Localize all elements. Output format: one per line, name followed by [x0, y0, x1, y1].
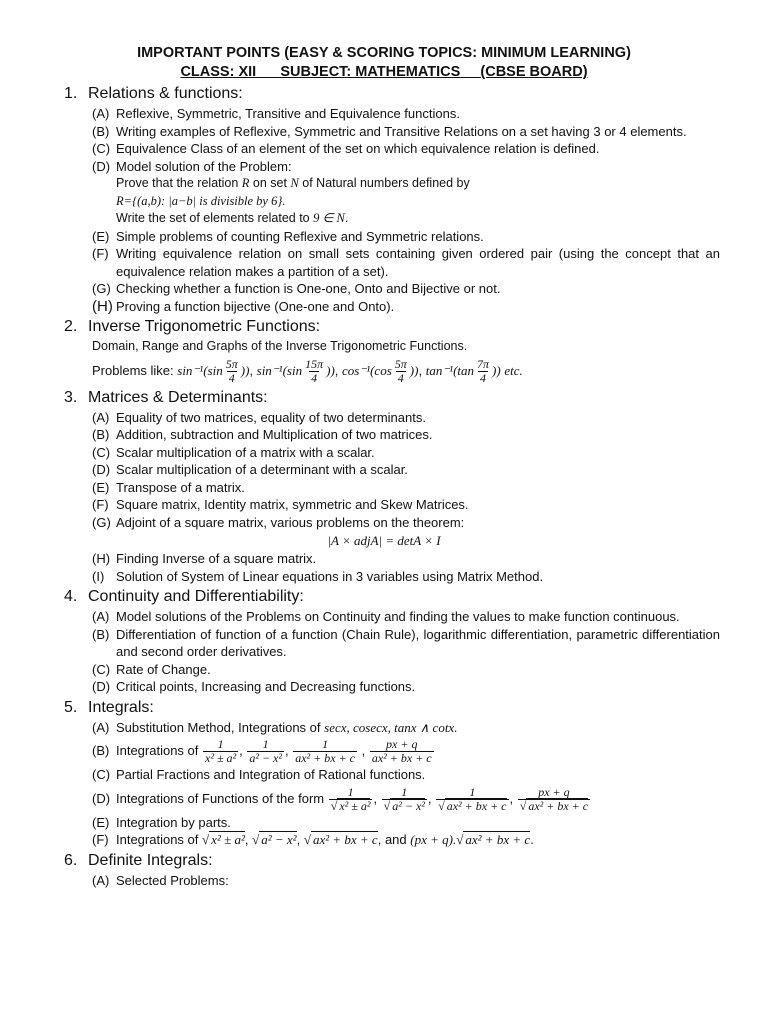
etc-text: etc. — [504, 362, 523, 378]
doc-subtitle — [0, 63, 768, 82]
item-text: Simple problems of counting Reflexive and Symmetric relations. — [116, 228, 484, 244]
section-3-heading — [64, 387, 768, 409]
fraction: 1 √ a² − x² — [382, 786, 427, 813]
and-text: and — [384, 832, 407, 847]
item-text: Model solution of the Problem: — [116, 158, 292, 174]
problem-text: Prove that the relation — [116, 176, 239, 190]
list-item — [92, 444, 720, 462]
item-label: (F) — [92, 497, 109, 512]
list-item — [92, 719, 720, 737]
item-label: (C) — [92, 661, 111, 677]
math-symbol: 9 ∈ N — [313, 211, 345, 225]
adjoint-theorem-formula: |A × adjA| = detA × I — [327, 533, 441, 548]
section-title: Integrals: — [88, 698, 154, 716]
math-symbol: R — [241, 176, 250, 190]
list-item — [92, 678, 720, 696]
item-label: (B) — [92, 427, 110, 442]
item-label: (D) — [92, 679, 111, 694]
doc-subtitle-text: CLASS: XII SUBJECT: MATHEMATICS (CBSE BOARD) — [180, 64, 588, 80]
doc-title: IMPORTANT POINTS (EASY & SCORING TOPICS: MINIMUM LEARNING) — [137, 45, 631, 61]
item-text: Adjoint of a square matrix, various problems on the theorem: — [116, 514, 465, 530]
list-item — [92, 245, 720, 280]
fraction: $\frac{7\pi}{4}$ — [477, 356, 490, 385]
item-label: (A) — [92, 409, 110, 425]
problems-label: Problems like: — [92, 362, 174, 378]
item-label: (G) — [92, 281, 111, 296]
section-title: Matrices & Determinants: — [88, 388, 268, 406]
item-text: Finding Inverse of a square matrix. — [116, 551, 317, 566]
section-number: 3. — [64, 388, 78, 406]
item-text: Writing equivalence relation on small sets containing given ordered pair (using the concept that an equivalence relation makes a partition of a set). — [116, 246, 720, 279]
radical: √ x² ± a² — [202, 831, 245, 847]
item-label: (I) — [92, 568, 105, 584]
item-label: (H) — [92, 551, 111, 566]
fraction: $\frac{15\pi}{4}$ — [305, 356, 324, 385]
section-title: Relations & functions: — [88, 85, 243, 102]
item-label: (B) — [92, 743, 110, 758]
item-label: (E) — [92, 479, 110, 495]
list-item — [92, 280, 720, 298]
math-symbol: N — [290, 176, 299, 190]
list-item — [92, 228, 720, 246]
item-text: Solution of System of Linear equations in 3 variables using Matrix Method. — [116, 568, 544, 584]
item-label: (D) — [92, 790, 111, 806]
item-label: (D) — [92, 462, 111, 477]
section-title: Inverse Trigonometric Functions: — [88, 318, 321, 335]
list-item — [92, 123, 720, 141]
list-item — [92, 608, 720, 626]
item-text: Differentiation of function of a function (Chain Rule), logarithmic differentiation, parametric differentiation and second order derivatives. — [116, 626, 720, 659]
list-item — [92, 496, 720, 514]
fraction: 1 √ ax² + bx + c — [436, 786, 508, 813]
section-5-heading — [64, 697, 768, 719]
fraction: $\frac{5\pi}{4}$ — [394, 356, 407, 385]
item-text: Transpose of a matrix. — [116, 479, 245, 495]
item-text: Critical points, Increasing and Decreasing functions. — [116, 679, 416, 694]
item-text: Rate of Change. — [116, 661, 211, 677]
section-number: 2. — [64, 318, 78, 335]
list-item — [92, 158, 720, 176]
list-item — [92, 479, 720, 497]
list-item — [92, 626, 720, 661]
list-item — [92, 814, 720, 832]
section-number: 1. — [64, 85, 78, 102]
item-label: (F) — [92, 832, 109, 847]
item-label: (E) — [92, 228, 110, 244]
section-1-heading — [64, 83, 768, 105]
item-text: Selected Problems: — [116, 872, 229, 888]
list-item — [92, 661, 720, 679]
item-text: Integrations of — [116, 832, 199, 847]
fraction: px + q √ ax² + bx + c — [518, 786, 590, 813]
list-item — [92, 409, 720, 427]
item-text: Model solutions of the Problems on Continuity and finding the values to make function continuous. — [116, 609, 680, 624]
item-label: (D) — [92, 158, 111, 174]
trig-problems: Problems like: sin⁻¹(sin $\frac{5\pi}{4}$ )), sin⁻¹(sin $\frac{15\pi}{4}$ )), cos⁻¹(cos $\frac{5\pi}{4}$ )), tan⁻¹(tan $\frac{7\pi}{4}$ )) etc. — [92, 356, 523, 385]
fraction: $\frac{1}{\text{a² − x²}}$ — [249, 737, 282, 766]
trig-fn: cos⁻¹(cos — [342, 362, 392, 378]
trig-fn: tan⁻¹(tan — [425, 362, 475, 378]
section-6-heading — [64, 850, 768, 872]
math-expression: secx, cosecx, tanx ∧ cotx. — [324, 719, 458, 735]
problem-statement — [116, 175, 768, 193]
item-text: Reflexive, Symmetric, Transitive and Equivalence functions. — [116, 106, 460, 121]
list-item — [92, 140, 720, 158]
radical: √ ax² + bx + c — [456, 831, 530, 847]
list-item: (D) Integrations of Functions of the form 1 √ x² ± a² , 1 √ a² − x² , 1 √ ax² + bx + c , px + q √ ax² + bx + c — [92, 784, 720, 814]
radical: √ a² − x² — [252, 831, 296, 847]
fraction: 1 √ x² ± a² — [329, 786, 373, 813]
problem-text: on set — [252, 176, 287, 190]
problem-text: of Natural numbers defined by — [302, 176, 470, 190]
item-text: Square matrix, Identity matrix, symmetric and Skew Matrices. — [116, 497, 469, 512]
linear-factor: (px + q). — [410, 832, 457, 847]
item-text: Equivalence Class of an element of the set on which equivalence relation is defined. — [116, 141, 600, 156]
list-item — [92, 872, 720, 890]
item-text: Partial Fractions and Integration of Rational functions. — [116, 767, 426, 782]
list-item: (F) Integrations of √ x² ± a², √ a² − x², √ ax² + bx + c, and (px + q).√ ax² + bx + c. — [92, 831, 720, 849]
item-text: Substitution Method, Integrations of — [116, 719, 321, 735]
list-item — [92, 298, 720, 316]
item-label: (C) — [92, 444, 111, 460]
item-text: Checking whether a function is One-one, Onto and Bijective or not. — [116, 281, 501, 296]
item-label: (F) — [92, 246, 109, 261]
item-label: (G) — [92, 514, 111, 530]
section-2-heading — [64, 316, 768, 338]
section-title: Definite Integrals: — [88, 851, 213, 869]
item-text: Scalar multiplication of a matrix with a scalar. — [116, 444, 375, 460]
list-item — [92, 766, 720, 784]
item-text: Integration by parts. — [116, 814, 231, 830]
item-label: (A) — [92, 609, 110, 624]
list-item: (B) Integrations of $\frac{1}{\text{x² ± a²}}$ , $\frac{1}{\text{a² − x²}}$ , $\frac{1}{\text{ax² + bx + c}}$ , $\frac{px + q}{\text{ax² + bx + c}}$ — [92, 737, 432, 766]
item-label: (B) — [92, 626, 110, 642]
item-label: (C) — [92, 141, 111, 156]
fraction: $\frac{1}{\text{ax² + bx + c}}$ — [295, 737, 355, 766]
problem-text: Write the set of elements related to — [116, 211, 310, 225]
radical: √ ax² + bx + c — [304, 831, 378, 847]
item-label: (E) — [92, 814, 110, 830]
fraction: $\frac{px + q}{\text{ax² + bx + c}}$ — [371, 737, 432, 766]
item-label: (A) — [92, 106, 110, 121]
section-number: 5. — [64, 698, 78, 716]
trig-fn: sin⁻¹(sin — [177, 362, 223, 378]
list-item — [92, 550, 720, 568]
section-number: 4. — [64, 588, 78, 605]
item-label: (B) — [92, 123, 110, 139]
item-label: (A) — [92, 719, 110, 735]
problem-formula — [116, 193, 768, 211]
item-text: Scalar multiplication of a determinant with a scalar. — [116, 462, 408, 477]
list-item — [92, 426, 720, 444]
section-2-line: Domain, Range and Graphs of the Inverse Trigonometric Functions. — [92, 339, 468, 353]
trig-fn: sin⁻¹(sin — [256, 362, 303, 378]
item-text: Writing examples of Reflexive, Symmetric and Transitive Relations on a set having 3 or 4 elements. — [116, 123, 687, 139]
relation-formula: R={(a,b): |a−b| is divisible by 6}. — [116, 193, 286, 208]
fraction: $\frac{5\pi}{4}$ — [225, 356, 238, 385]
problem-question: Write the set of elements related to 9 ∈ N. — [116, 211, 349, 225]
item-label: (A) — [92, 872, 110, 888]
list-item — [92, 461, 720, 479]
fraction: $\frac{1}{\text{x² ± a²}}$ — [205, 737, 237, 766]
item-text: Integrations of Functions of the form — [116, 790, 325, 806]
section-4-heading — [64, 586, 768, 608]
item-text: Addition, subtraction and Multiplication of two matrices. — [116, 427, 433, 442]
section-title: Continuity and Differentiability: — [88, 588, 304, 605]
list-item — [92, 568, 720, 586]
list-item — [92, 105, 720, 123]
list-item — [92, 514, 720, 532]
item-text: Equality of two matrices, equality of two determinants. — [116, 409, 426, 425]
item-text: Proving a function bijective (One-one and Onto). — [116, 298, 395, 314]
item-label: (C) — [92, 767, 111, 782]
item-text: Integrations of — [116, 743, 199, 758]
section-number: 6. — [64, 851, 78, 869]
item-label: (H) — [92, 297, 113, 315]
